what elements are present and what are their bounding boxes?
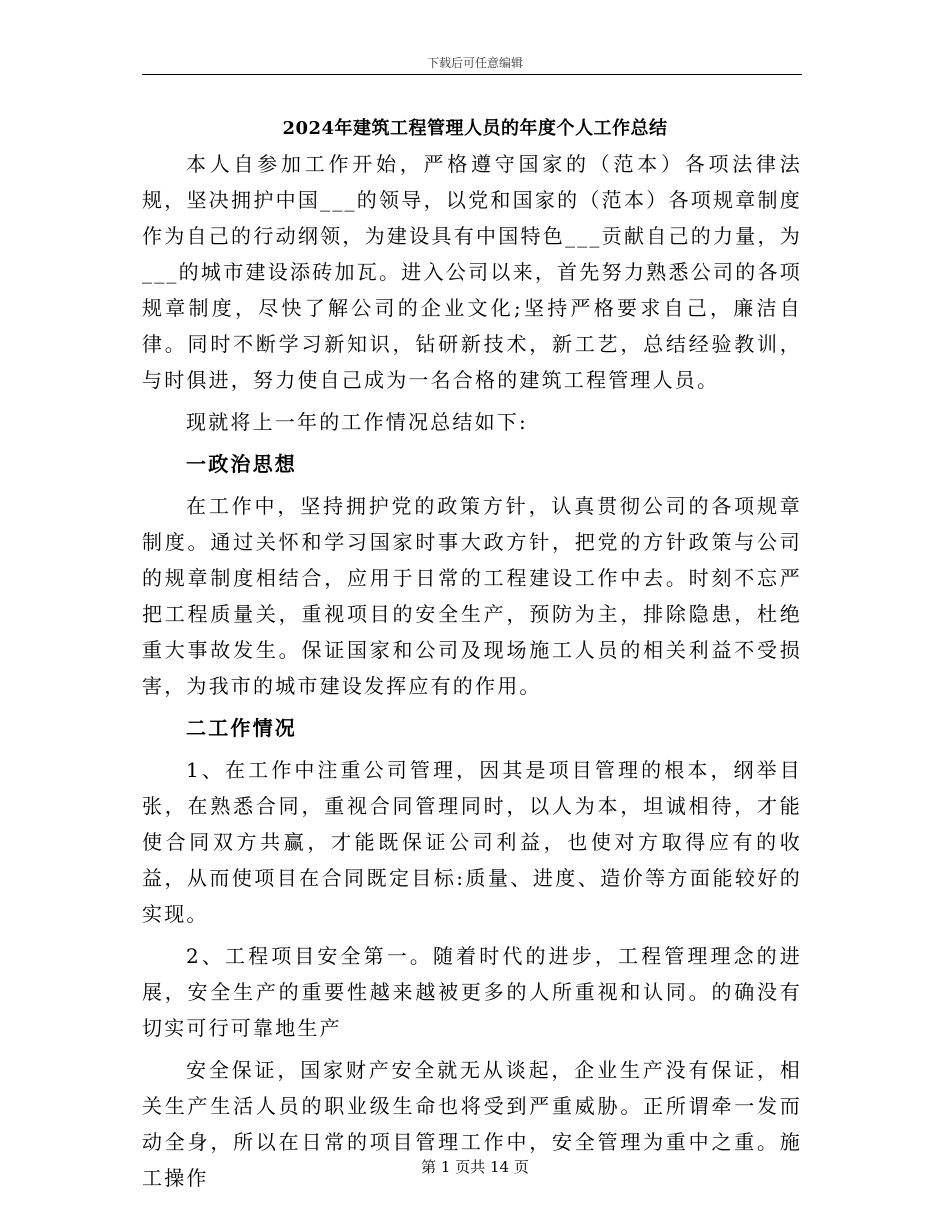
- page-footer: 第 1 页共 14 页: [421, 1158, 529, 1176]
- page-header: 下载后可任意编辑: [426, 56, 523, 70]
- paragraph-work-1: 1、在工作中注重公司管理，因其是项目管理的根本，纲举目张，在熟悉合同，重视合同管理同时，以人为本，坦诚相待，才能使合同双方共赢，才能既保证公司利益，也使对方取得应有的收益，从而使项目在合同既定目标:质量、进度、造价等方面能较好的实现。: [142, 758, 802, 926]
- paragraph-safety: 安全保证，国家财产安全就无从谈起，企业生产没有保证，相关生产生活人员的职业级生命也将受到严重威胁。正所谓牵一发而动全身，所以在日常的项目管理工作中，安全管理为重中之重。施工操作: [142, 1058, 802, 1190]
- document-body: [142, 146, 802, 1196]
- paragraph-work-2: 2、工程项目安全第一。随着时代的进步，工程管理理念的进展，安全生产的重要性越来越被更多的人所重视和认同。的确没有切实可行可靠地生产: [142, 944, 802, 1040]
- paragraph-summary-lead: 现就将上一年的工作情况总结如下:: [186, 410, 528, 434]
- header-rule: [142, 74, 802, 75]
- paragraph-intro: 本人自参加工作开始，严格遵守国家的（范本）各项法律法规，坚决拥护中国___的领导，以党和国家的（范本）各项规章制度作为自己的行动纲领，为建设具有中国特色___贡献自己的力量，为___的城市建设添砖加瓦。进入公司以来，首先努力熟悉公司的各项规章制度，尽快了解公司的企业文化;坚持严格要求自己，廉洁自律。同时不断学习新知识，钻研新技术，新工艺，总结经验教训，与时俱进，努力使自己成为一名合格的建筑工程管理人员。: [142, 152, 802, 392]
- paragraph-politics: 在工作中，坚持拥护党的政策方针，认真贯彻公司的各项规章制度。通过关怀和学习国家时事大政方针，把党的方针政策与公司的规章制度相结合，应用于日常的工程建设工作中去。时刻不忘严把工程质量关，重视项目的安全生产，预防为主，排除隐患，杜绝重大事故发生。保证国家和公司及现场施工人员的相关利益不受损害，为我市的城市建设发挥应有的作用。: [142, 494, 802, 698]
- document-title: 2024年建筑工程管理人员的年度个人工作总结: [282, 118, 668, 139]
- section-heading-work: 二工作情况: [186, 716, 297, 740]
- section-heading-politics: 一政治思想: [186, 452, 297, 476]
